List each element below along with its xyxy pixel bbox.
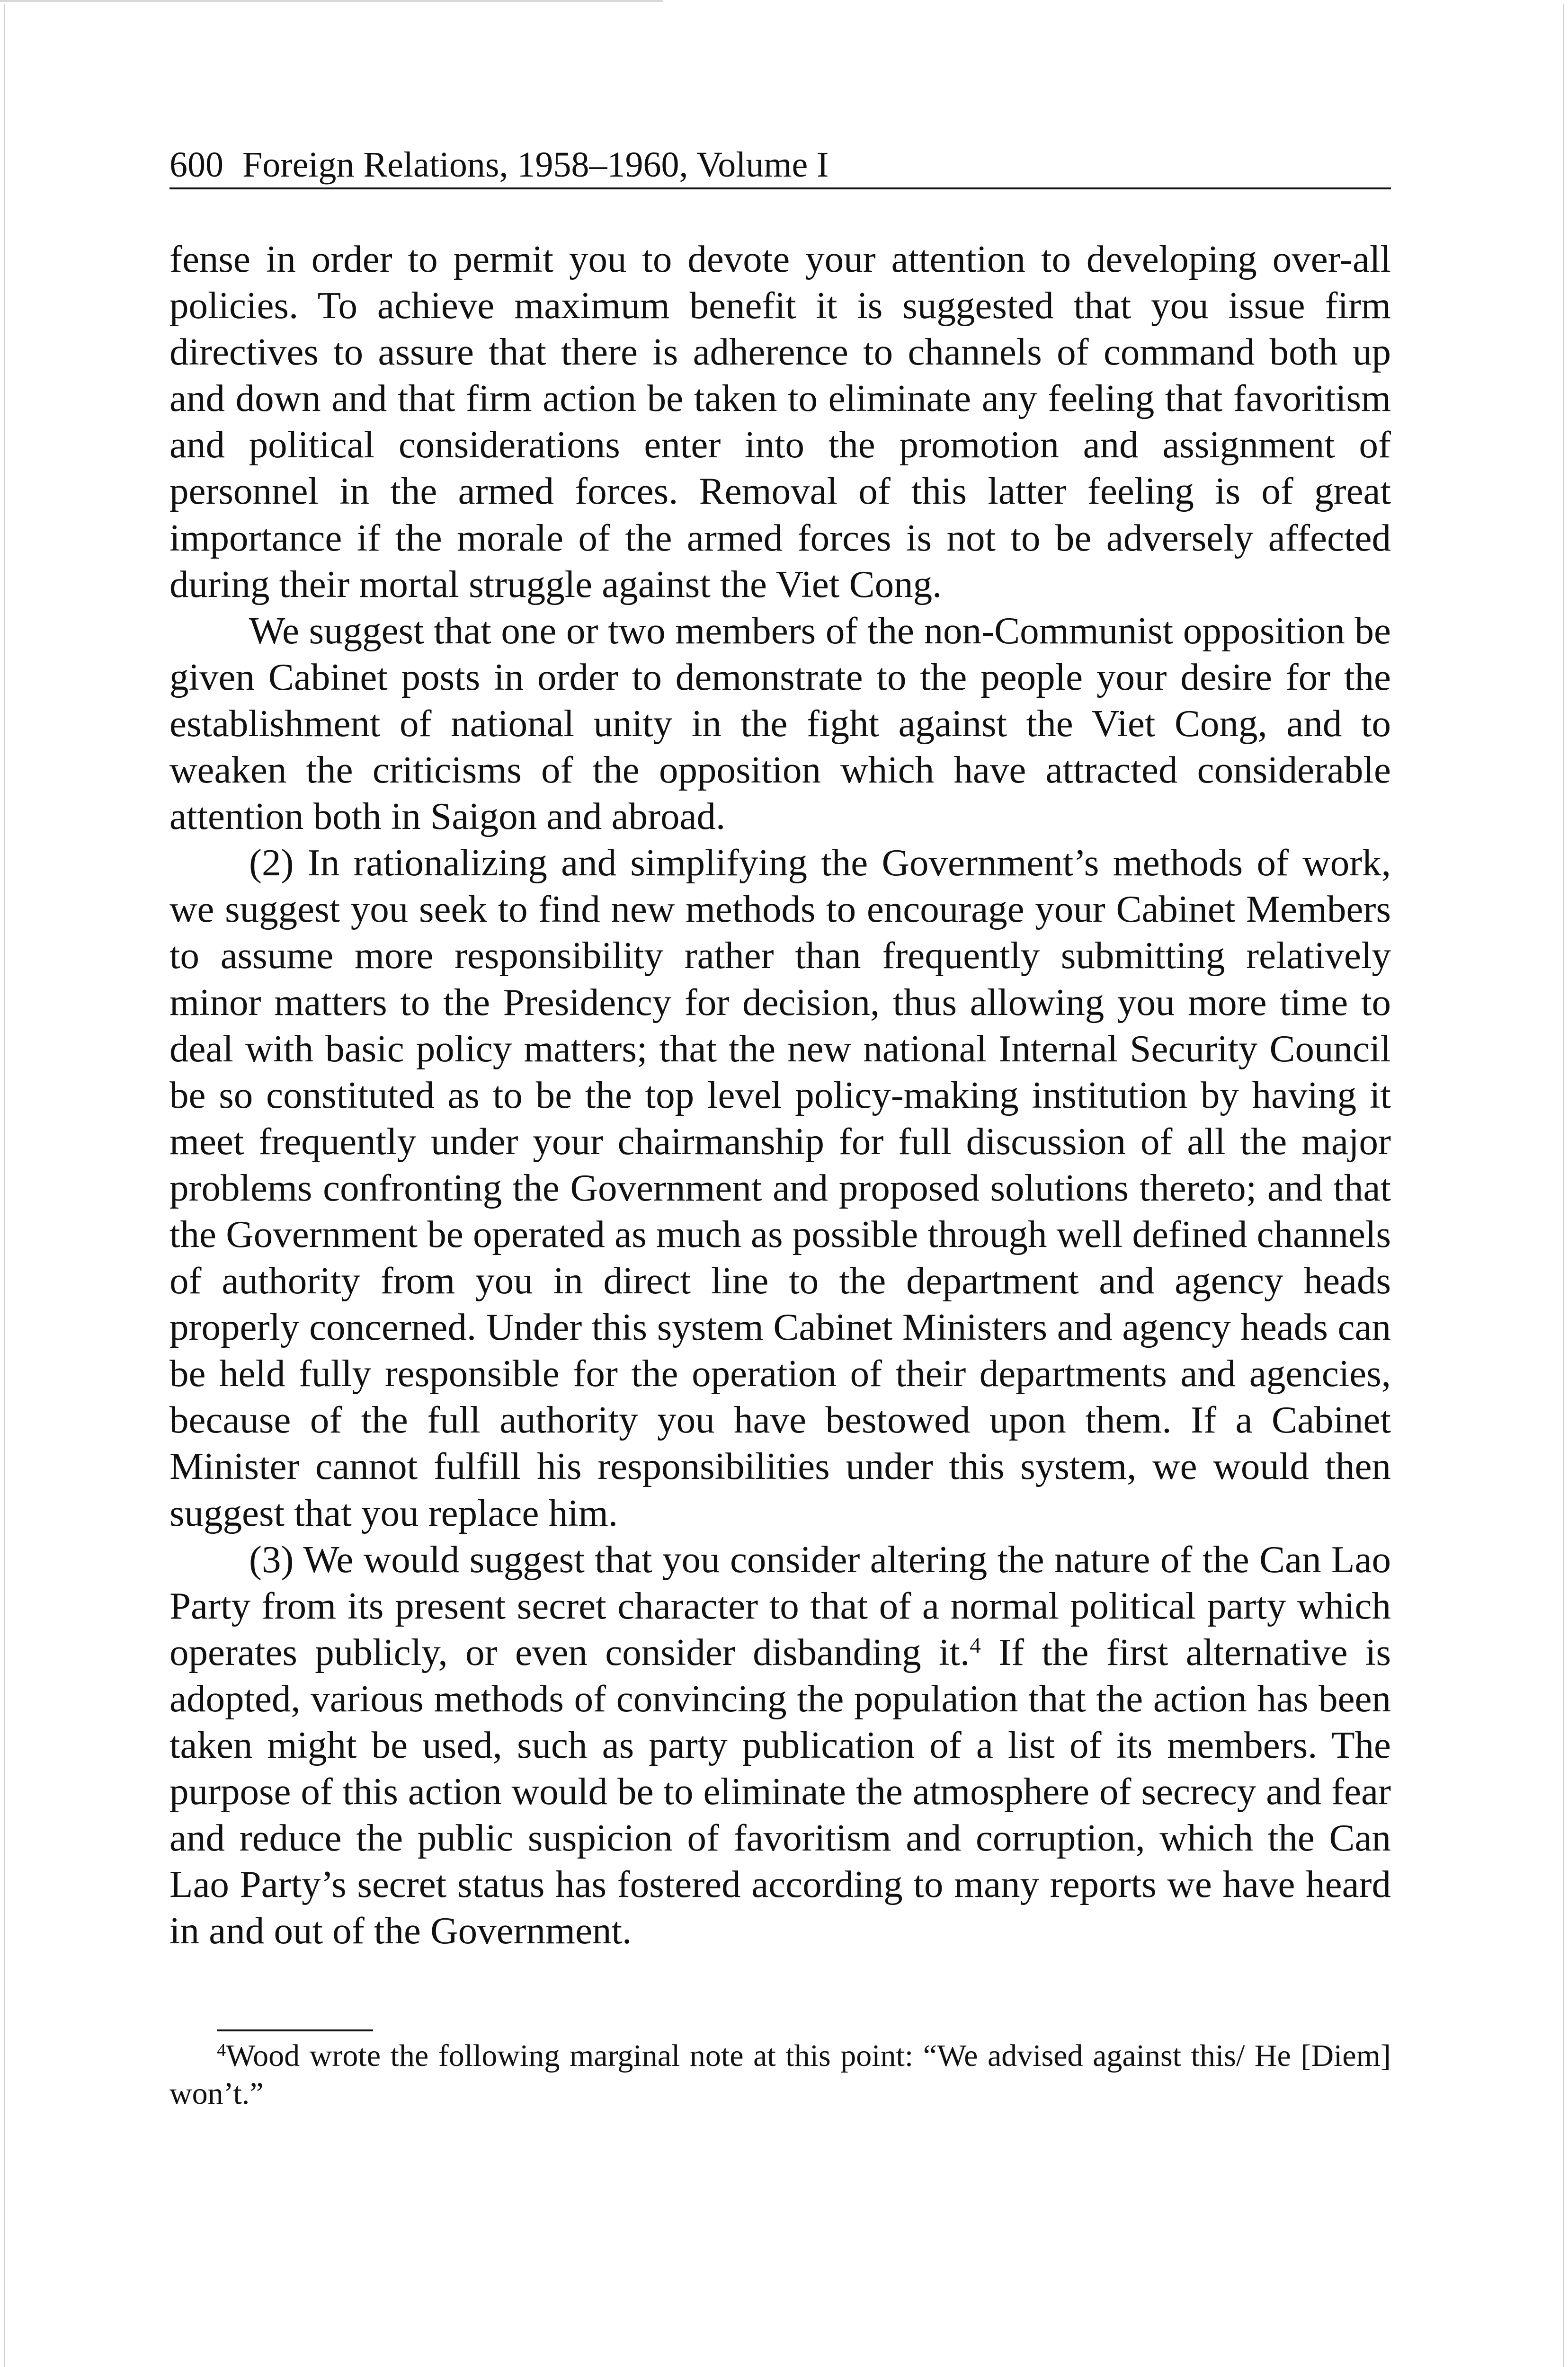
footnote-divider (217, 2029, 373, 2031)
page-number: 600 (169, 145, 223, 185)
paragraph-3: (2) In rationalizing and simplifying the Government’s methods of work, we suggest you seek to find new methods to encourage your Cabinet Members to assume more responsibility rather than frequently submitting relatively minor matters to the Presidency for decision, thus allowing you more time to deal with basic policy matters; that the new national Internal Security Council be so constituted as to be the top level policy-making institution by having it meet frequently under your chairmanship for full discussion of all the major problems confronting the Government and proposed solutions thereto; and that the Government be operated as much as possible through well defined channels of authority from you in direct line to the department and agency heads properly concerned. Under this system Cabinet Ministers and agency heads can be held fully responsible for the operation of their departments and agencies, because of the full authority you have bestowed upon them. If a Cabinet Minister cannot fulfill his responsibilities under this system, we would then suggest that you replace him. (169, 841, 1391, 1534)
page-content (169, 142, 1391, 2113)
paragraph-4 (169, 1536, 1391, 1954)
footnote-reference: 4 (970, 1633, 981, 1658)
paragraph-2: We suggest that one or two members of the non-Communist opposition be given Cabinet posts in order to demonstrate to the people your desire for the establishment of national unity in the fight against the Viet Cong, and to weaken the criticisms of the opposition which have attracted considerable attention both in Saigon and abroad. (169, 609, 1391, 838)
paragraph-4-text-a: (3) We would suggest that you consider altering the nature of the Can Lao Party from its present secret character to that of a normal political party which operates publicly, or even consider disbanding it. (169, 1538, 1391, 1673)
paragraph-1: fense in order to permit you to devote your attention to developing over-all policies. To achieve maximum benefit it is suggested that you issue firm directives to assure that there is adherence to channels of command both up and down and that firm action be taken to eliminate any feeling that favoritism and political considerations enter into the promotion and assignment of personnel in the armed forces. Removal of this latter feeling is of great importance if the morale of the armed forces is not to be adversely affected during their mortal struggle against the Viet Cong. (169, 238, 1391, 605)
scan-top-edge (0, 0, 663, 2)
body-text (169, 236, 1391, 1954)
running-head (169, 142, 1391, 189)
footnote-text: Wood wrote the following marginal note at this point: “We advised against this/ He [Diem] won’t.” (169, 2038, 1391, 2111)
paragraph-4-text-b: If the first alternative is adopted, various methods of convincing the population that the action has been taken might be used, such as party publication of a list of its members. The purpose of this action would be to eliminate the atmosphere of secrecy and fear and reduce the public suspicion of favoritism and corruption, which the Can Lao Party’s secret status has fostered according to many reports we have heard in and out of the Government. (169, 1630, 1391, 1952)
footnote (169, 2037, 1391, 2113)
running-title: Foreign Relations, 1958–1960, Volume I (242, 145, 829, 185)
footnote-marker: 4 (217, 2040, 226, 2061)
footnotes (169, 2037, 1391, 2113)
